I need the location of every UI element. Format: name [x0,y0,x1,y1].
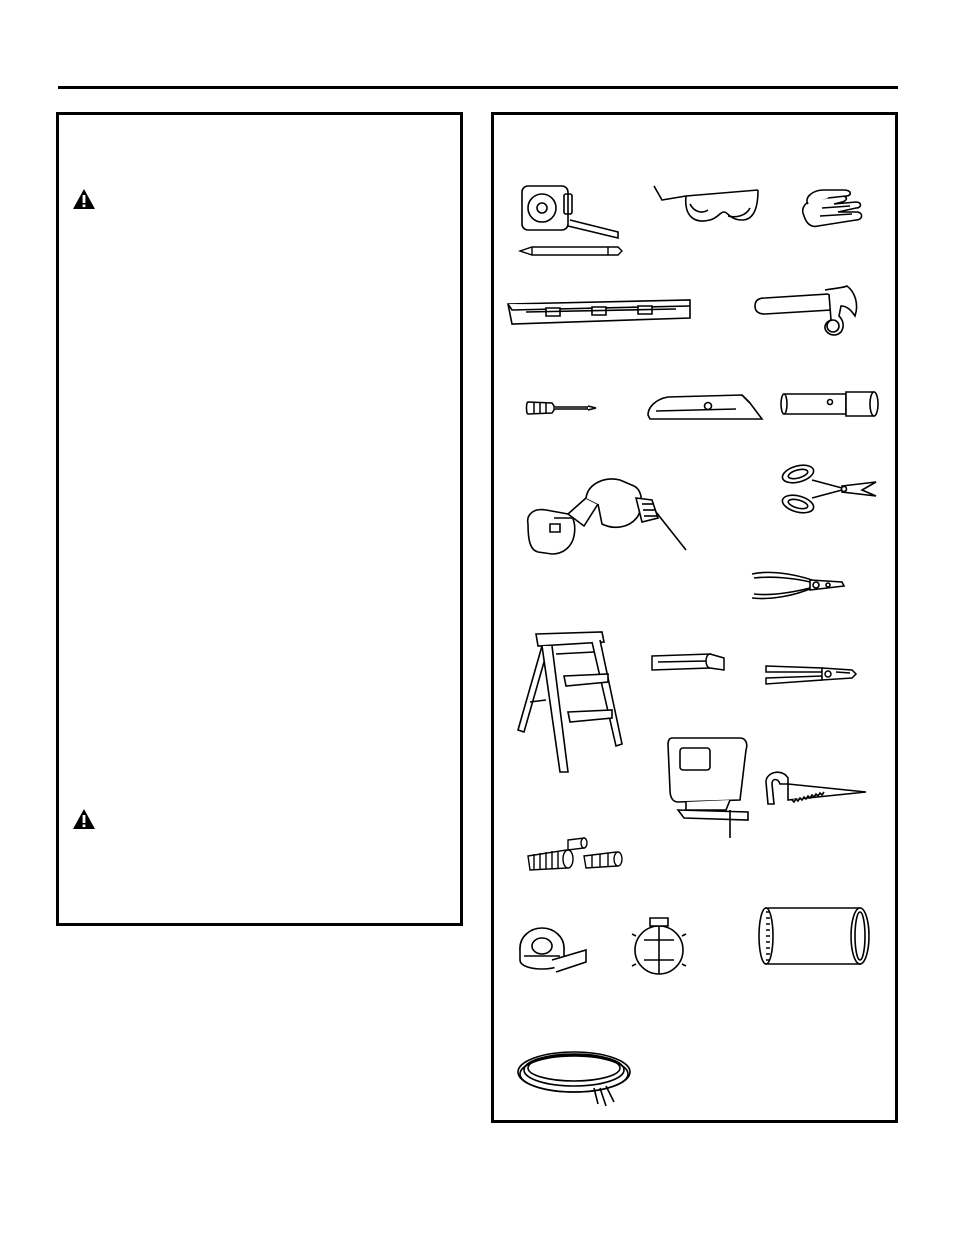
duct-tape-icon [650,652,726,672]
warning-icon [72,188,96,210]
cable-clamp-icon [630,916,688,982]
hammer-icon [753,286,859,338]
round-duct-icon [756,904,872,968]
tin-snips-icon [778,460,878,518]
header-rule [58,86,898,89]
tape-measure-icon [518,182,623,240]
electrical-wire-coil-icon [514,1046,638,1108]
pencil-icon [518,244,624,258]
level-icon [506,296,692,326]
warning-icon [72,808,96,830]
nut-driver-icon [780,388,880,420]
utility-knife-icon [646,393,764,421]
screwdriver-icon [524,398,598,418]
safety-glasses-icon [650,182,762,226]
wire-cutters-icon [750,568,846,602]
wire-nuts-icon [526,836,622,872]
electrical-tape-icon [516,920,588,980]
wire-stripper-icon [764,660,858,688]
jigsaw-icon [664,736,750,840]
gloves-icon [798,186,866,230]
safety-panel [56,112,463,926]
keyhole-saw-icon [762,770,868,806]
step-ladder-icon [512,630,624,776]
cordless-drill-icon [524,474,688,556]
